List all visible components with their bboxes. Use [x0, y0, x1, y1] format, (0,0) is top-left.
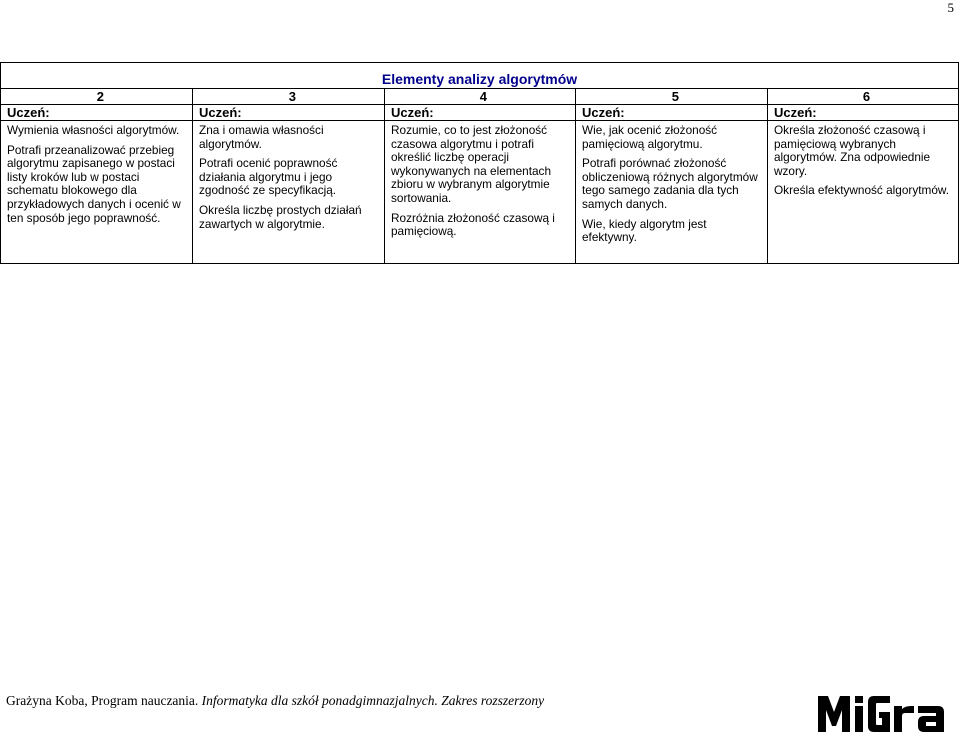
- footer-title: Informatyka dla szkół ponadgimnazjalnych. Zakres rozszerzony: [201, 693, 545, 708]
- content-row: [1, 121, 959, 264]
- student-head: Uczeń:: [385, 105, 576, 121]
- requirement-text: Określa liczbę prostych działań zawartych w algorytmie.: [199, 202, 362, 231]
- requirements-cell-level-3: [193, 121, 385, 264]
- requirement-text: Rozumie, co to jest złożoność czasowa algorytmu i potrafi określić liczbę operacji wykonywanych na elementach zbioru w wybranym algorytmie sortowania.: [391, 123, 552, 205]
- table-title: Elementy analizy algorytmów: [1, 63, 959, 89]
- level-cell: 6: [768, 89, 959, 105]
- footer-author: Grażyna Koba, Program nauczania.: [6, 693, 202, 708]
- requirements-cell-level-6: [768, 121, 959, 264]
- level-cell: 4: [385, 89, 576, 105]
- student-heads-row: [1, 105, 959, 121]
- requirements-cell-level-4: [385, 121, 576, 264]
- student-head: Uczeń:: [193, 105, 385, 121]
- page-number: 5: [947, 0, 954, 15]
- requirement-text: Potrafi ocenić poprawność działania algorytmu i jego zgodność ze specyfikacją.: [199, 156, 338, 198]
- requirement-text: Wymienia własności algorytmów.: [7, 123, 180, 137]
- requirement-text: Wie, jak ocenić złożoność pamięciową algorytmu.: [582, 123, 718, 151]
- requirement-text: Określa złożoność czasową i pamięciową wybranych algorytmów. Zna odpowiednie wzory.: [774, 123, 931, 178]
- requirement-text: Określa efektywność algorytmów.: [774, 183, 950, 198]
- levels-row: [1, 89, 959, 105]
- requirement-text: Zna i omawia własności algorytmów.: [199, 123, 324, 151]
- level-cell: 3: [193, 89, 385, 105]
- student-head: Uczeń:: [1, 105, 193, 121]
- requirements-cell-level-2: [1, 121, 193, 264]
- migra-logo: [816, 692, 948, 734]
- footer-citation: [6, 693, 544, 709]
- student-head: Uczeń:: [576, 105, 768, 121]
- level-cell: 2: [1, 89, 193, 105]
- requirement-text: Rozróżnia złożoność czasową i pamięciową.: [391, 210, 555, 239]
- requirements-cell-level-5: [576, 121, 768, 264]
- requirement-text: Wie, kiedy algorytm jest efektywny.: [582, 216, 707, 245]
- level-cell: 5: [576, 89, 768, 105]
- requirement-text: Potrafi przeanalizować przebieg algorytmu zapisanego w postaci listy kroków lub w postaci schematu blokowego dla przykładowych danych i ocenić w ten sposób jego poprawność.: [7, 142, 181, 225]
- requirements-table: [0, 62, 959, 264]
- requirement-text: Potrafi porównać złożoność obliczeniową różnych algorytmów tego samego zadania dla tych samych danych.: [582, 156, 758, 211]
- student-head: Uczeń:: [768, 105, 959, 121]
